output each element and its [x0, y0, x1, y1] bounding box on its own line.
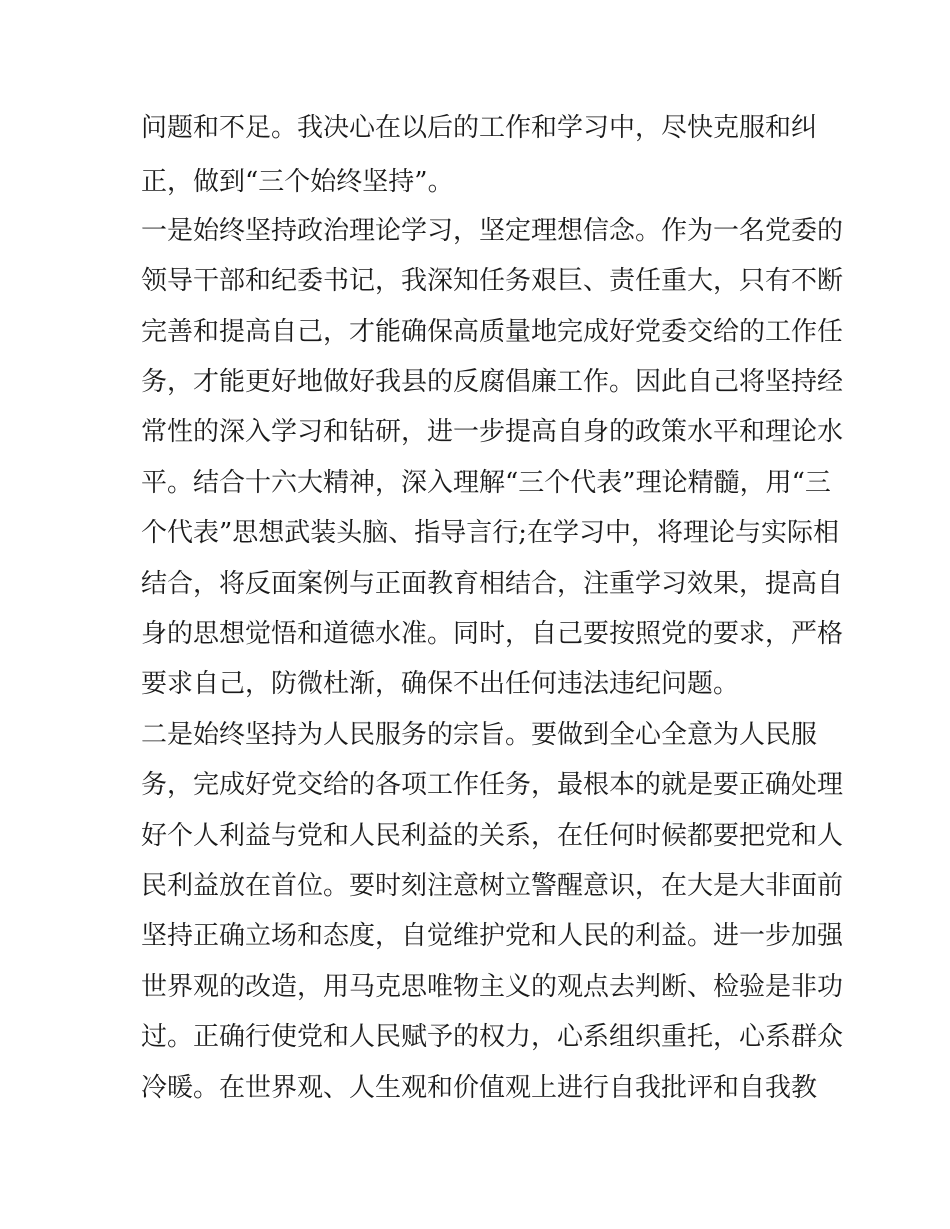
text-line: 正，做到“三个始终坚持”。 — [141, 167, 454, 197]
text-line: 问题和不足。我决心在以后的工作和学习中，尽快克服和纠 — [141, 113, 818, 143]
text-line: 民利益放在首位。要时刻注意树立警醒意识，在大是大非面前 — [141, 871, 844, 901]
text-line: 结合，将反面案例与正面教育相结合，注重学习效果，提高自 — [141, 569, 844, 599]
text-line: 完善和提高自己，才能确保高质量地完成好党委交给的工作任 — [141, 317, 844, 347]
text-line: 一是始终坚持政治理论学习，坚定理想信念。作为一名党委的 — [141, 216, 844, 246]
text-line: 要求自己，防微杜渐，确保不出任何违法违纪问题。 — [141, 669, 740, 699]
text-line: 世界观的改造，用马克思唯物主义的观点去判断、检验是非功 — [141, 972, 844, 1002]
text-line: 过。正确行使党和人民赋予的权力，心系组织重托，心系群众 — [141, 1022, 844, 1052]
text-line: 坚持正确立场和态度，自觉维护党和人民的利益。进一步加强 — [141, 921, 844, 951]
text-line: 务，完成好党交给的各项工作任务，最根本的就是要正确处理 — [141, 770, 844, 800]
text-line: 平。结合十六大精神，深入理解“三个代表”理论精髓，用“三 — [141, 468, 831, 498]
text-line: 二是始终坚持为人民服务的宗旨。要做到全心全意为人民服 — [141, 720, 818, 750]
text-line: 身的思想觉悟和道德水准。同时，自己要按照党的要求，严格 — [141, 619, 844, 649]
text-line: 好个人利益与党和人民利益的关系，在任何时候都要把党和人 — [141, 821, 844, 851]
text-line: 领导干部和纪委书记，我深知任务艰巨、责任重大，只有不断 — [141, 266, 844, 296]
text-line: 冷暖。在世界观、人生观和价值观上进行自我批评和自我教 — [141, 1073, 818, 1103]
text-line: 个代表”思想武装头脑、指导言行;在学习中，将理论与实际相 — [141, 518, 840, 548]
text-line: 常性的深入学习和钻研，进一步提高自身的政策水平和理论水 — [141, 417, 844, 447]
text-line: 务，才能更好地做好我县的反腐倡廉工作。因此自己将坚持经 — [141, 367, 844, 397]
